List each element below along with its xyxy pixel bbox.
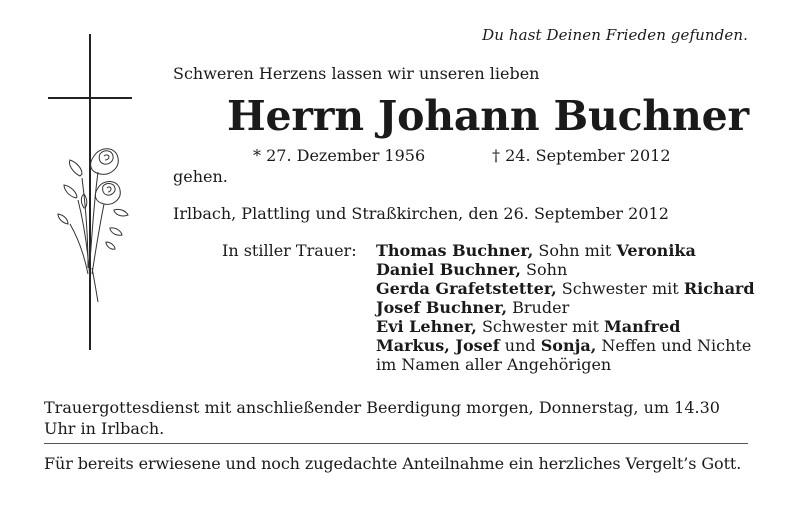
mourners-list bbox=[376, 241, 755, 374]
list-item bbox=[376, 241, 755, 260]
mourner-relation: Bruder bbox=[507, 298, 570, 317]
mourner-relation: Neffen und Nichte bbox=[596, 336, 752, 355]
mourner-name: Gerda Grafetstetter, bbox=[376, 279, 557, 298]
list-item bbox=[376, 279, 755, 298]
death-date: † 24. September 2012 bbox=[492, 146, 671, 165]
list-item bbox=[376, 317, 755, 336]
divider bbox=[44, 443, 748, 444]
mourner-relation: Sohn bbox=[520, 260, 568, 279]
mourner-relation: Sohn mit bbox=[533, 241, 617, 260]
mourner-name: Markus, Josef bbox=[376, 336, 500, 355]
place-date: Irlbach, Plattling und Straßkirchen, den 26. September 2012 bbox=[173, 204, 669, 223]
mourning-label: In stiller Trauer: bbox=[222, 241, 357, 260]
rose-icon bbox=[58, 149, 128, 302]
list-item bbox=[376, 298, 755, 317]
intro-text: Schweren Herzens lassen wir unseren lieben bbox=[173, 64, 540, 83]
list-item bbox=[376, 260, 755, 279]
mourner-name: Daniel Buchner, bbox=[376, 260, 521, 279]
birth-date: * 27. Dezember 1956 bbox=[253, 146, 426, 165]
motto: Du hast Deinen Frieden gefunden. bbox=[482, 26, 748, 44]
mourner-relation: im Namen aller Angehörigen bbox=[376, 355, 612, 374]
closing-intro: gehen. bbox=[173, 167, 228, 186]
mourner-name: Josef Buchner, bbox=[376, 298, 508, 317]
deceased-name: Herrn Johann Buchner bbox=[227, 92, 749, 140]
thanks-text: Für bereits erwiesene und noch zugedachte Anteilnahme ein herzliches Vergelt’s Gott. bbox=[44, 454, 742, 473]
list-item bbox=[376, 355, 755, 374]
mourner-name: Manfred bbox=[603, 317, 681, 336]
mourner-name: Veronika bbox=[616, 241, 696, 260]
cross-icon bbox=[40, 28, 150, 358]
mourner-name: Thomas Buchner, bbox=[376, 241, 534, 260]
list-item bbox=[376, 336, 755, 355]
mourner-name: Richard bbox=[683, 279, 755, 298]
service-info: Trauergottesdienst mit anschließender Beerdigung morgen, Donnerstag, um 14.30 Uhr in Irlbach. bbox=[44, 398, 720, 438]
mourner-relation: Schwester mit bbox=[476, 317, 604, 336]
mourner-relation: und bbox=[499, 336, 541, 355]
mourner-name: Sonja, bbox=[540, 336, 597, 355]
mourner-name: Evi Lehner, bbox=[376, 317, 477, 336]
mourner-relation: Schwester mit bbox=[556, 279, 684, 298]
